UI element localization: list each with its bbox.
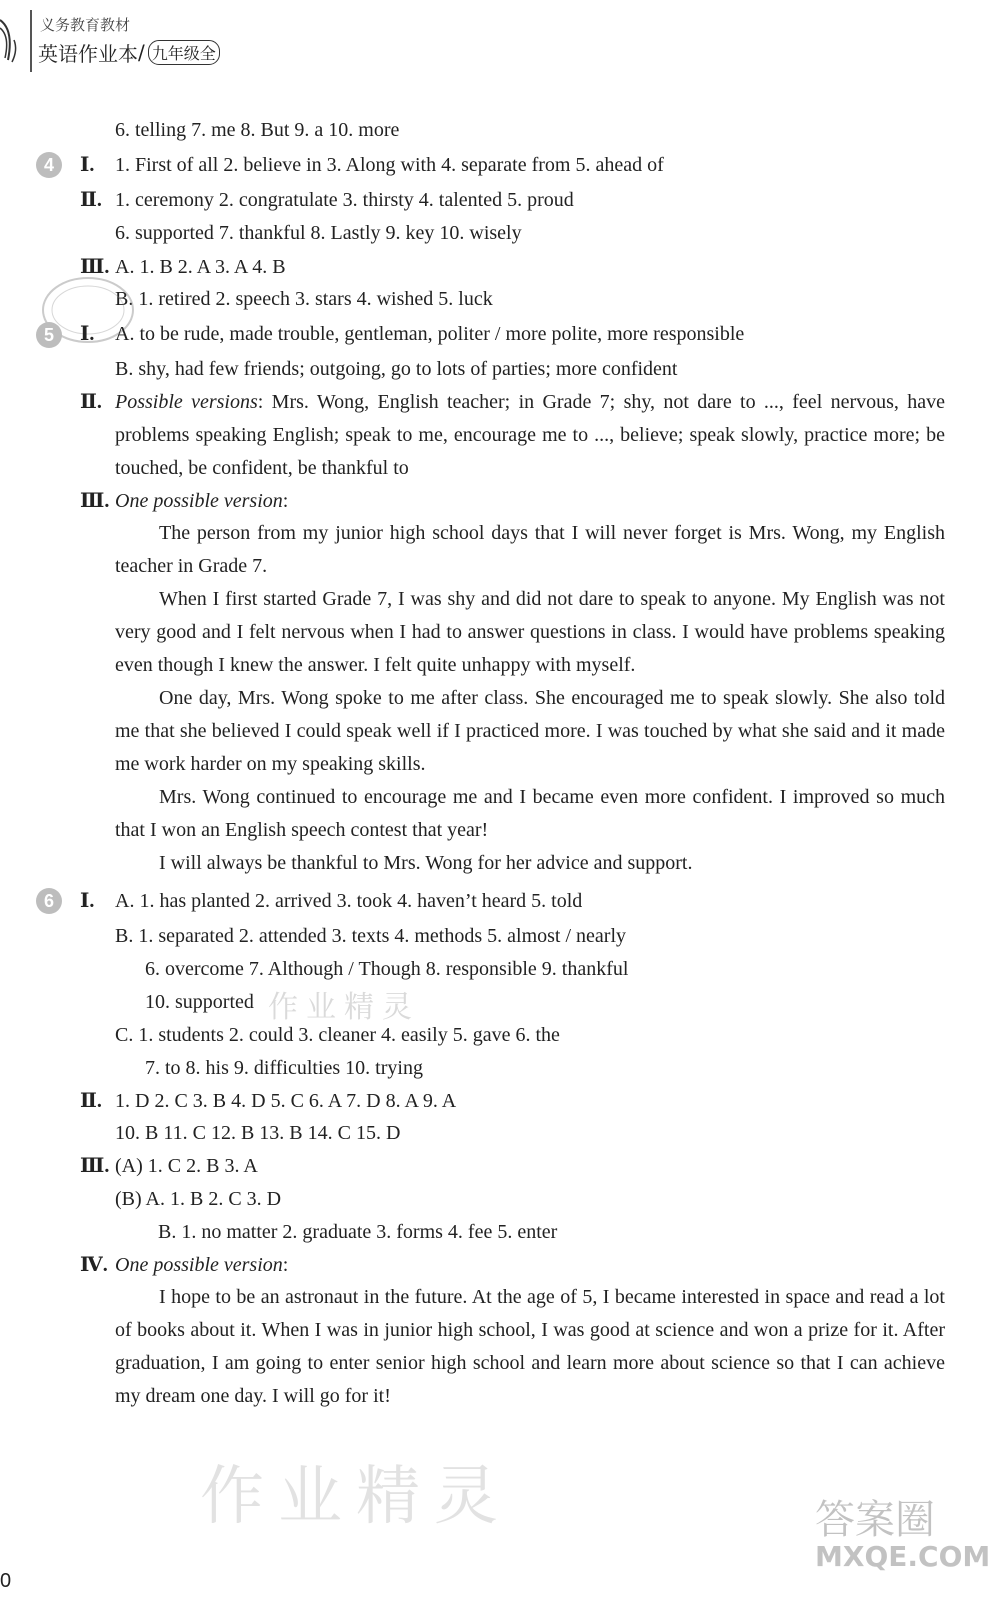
answer-line: 10. supported <box>145 991 254 1013</box>
answer-line: B. 1. separated 2. attended 3. texts 4. methods 5. almost / nearly <box>115 925 626 947</box>
section-4-part-2-label: Ⅱ. <box>80 189 102 211</box>
answer-line: B. 1. no matter 2. graduate 3. forms 4. fee 5. enter <box>158 1221 558 1243</box>
watermark-corner-logo: 答案圈 <box>815 1497 935 1543</box>
watermark-site: MXQE.COM <box>815 1540 991 1573</box>
section-4-part-1-label: Ⅰ. <box>80 154 95 176</box>
grade-badge: 九年级全 <box>148 40 220 65</box>
section-5-part-2-label: Ⅱ. <box>80 391 102 413</box>
answer-line: 6. telling 7. me 8. But 9. a 10. more <box>115 119 400 141</box>
page-number: 0 <box>0 1570 12 1592</box>
publisher-logo-icon <box>0 0 24 70</box>
section-6-part-2-label: Ⅱ. <box>80 1090 102 1112</box>
section-5-part-2-text: Possible versions: Mrs. Wong, English teacher; in Grade 7; shy, not dare to ..., feel nervous, have problems speaking English; speak to me, encourage me to ..., believe; speak slowly, practice more; be touched, be confident, be thankful to <box>115 391 945 479</box>
paragraph: I will always be thankful to Mrs. Wong for her advice and support. <box>159 852 693 874</box>
answer-line: A. 1. B 2. A 3. A 4. B <box>115 256 286 278</box>
watermark-center: 作业精灵 <box>268 990 420 1025</box>
watermark-bottom: 作业精灵 <box>200 1460 512 1534</box>
version-heading: One possible version: <box>115 490 289 512</box>
answer-line: 1. ceremony 2. congratulate 3. thirsty 4. talented 5. proud <box>115 189 574 211</box>
paragraph: I hope to be an astronaut in the future. At the age of 5, I became interested in space and read a lot of books about it. When I was in junior high school, I was good at science and won a prize for it. After graduation, I am going to enter senior high school and learn more about science so that I can achieve my dream one day. I will go for it! <box>115 1286 945 1407</box>
answer-line: A. 1. has planted 2. arrived 3. took 4. haven’t heard 5. told <box>115 890 583 912</box>
answer-line: 6. overcome 7. Although / Though 8. responsible 9. thankful <box>145 958 629 980</box>
section-6-part-4-label: Ⅳ. <box>80 1254 108 1276</box>
section-4-part-3-label: Ⅲ. <box>80 256 110 278</box>
answer-line: C. 1. students 2. could 3. cleaner 4. easily 5. gave 6. the <box>115 1024 560 1046</box>
answer-line: 1. D 2. C 3. B 4. D 5. C 6. A 7. D 8. A 9. A <box>115 1090 457 1112</box>
section-6-badge: 6 <box>36 888 62 914</box>
answer-line: A. to be rude, made trouble, gentleman, politer / more polite, more responsible <box>115 323 745 345</box>
answer-line: 7. to 8. his 9. difficulties 10. trying <box>145 1057 423 1079</box>
header-series: 义务教育教材 <box>40 16 131 34</box>
header-divider <box>30 10 32 72</box>
answer-line: B. shy, had few friends; outgoing, go to lots of parties; more confident <box>115 358 678 380</box>
section-5-badge: 5 <box>36 322 62 348</box>
essay-6 <box>115 1281 945 1413</box>
section-6-part-1-label: Ⅰ. <box>80 890 95 912</box>
answer-line: (A) 1. C 2. B 3. A <box>115 1155 258 1177</box>
paragraph: One day, Mrs. Wong spoke to me after class. She encouraged me to speak slowly. She also told me that she believed I could speak well if I practiced more. I was touched by what she said and it made me work harder on my speaking skills. <box>115 687 945 775</box>
section-5-part-1-label: Ⅰ. <box>80 323 95 345</box>
paragraph: The person from my junior high school days that I will never forget is Mrs. Wong, my English teacher in Grade 7. <box>115 522 945 577</box>
book-title: 英语作业本 <box>38 42 138 66</box>
answer-line: 1. First of all 2. believe in 3. Along with 4. separate from 5. ahead of <box>115 154 664 176</box>
version-heading: One possible version: <box>115 1254 289 1276</box>
answer-line: (B) A. 1. B 2. C 3. D <box>115 1188 282 1210</box>
paragraph: When I first started Grade 7, I was shy and did not dare to speak to anyone. My English was not very good and I felt nervous when I had to answer questions in class. I would have problems speaking even though I knew the answer. I felt quite unhappy with myself. <box>115 588 945 676</box>
section-4-badge: 4 <box>36 152 62 178</box>
header-book-title: 英语作业本/ 九年级全 <box>38 38 220 67</box>
answer-line: 10. B 11. C 12. B 13. B 14. C 15. D <box>115 1122 401 1144</box>
section-6-part-3-label: Ⅲ. <box>80 1155 110 1177</box>
section-5-part-3-label: Ⅲ. <box>80 490 110 512</box>
answer-line: B. 1. retired 2. speech 3. stars 4. wished 5. luck <box>115 288 493 310</box>
essay-5 <box>115 517 945 880</box>
answer-line: 6. supported 7. thankful 8. Lastly 9. key 10. wisely <box>115 222 522 244</box>
paragraph: Mrs. Wong continued to encourage me and I became even more confident. I improved so much that I won an English speech contest that year! <box>115 786 945 841</box>
